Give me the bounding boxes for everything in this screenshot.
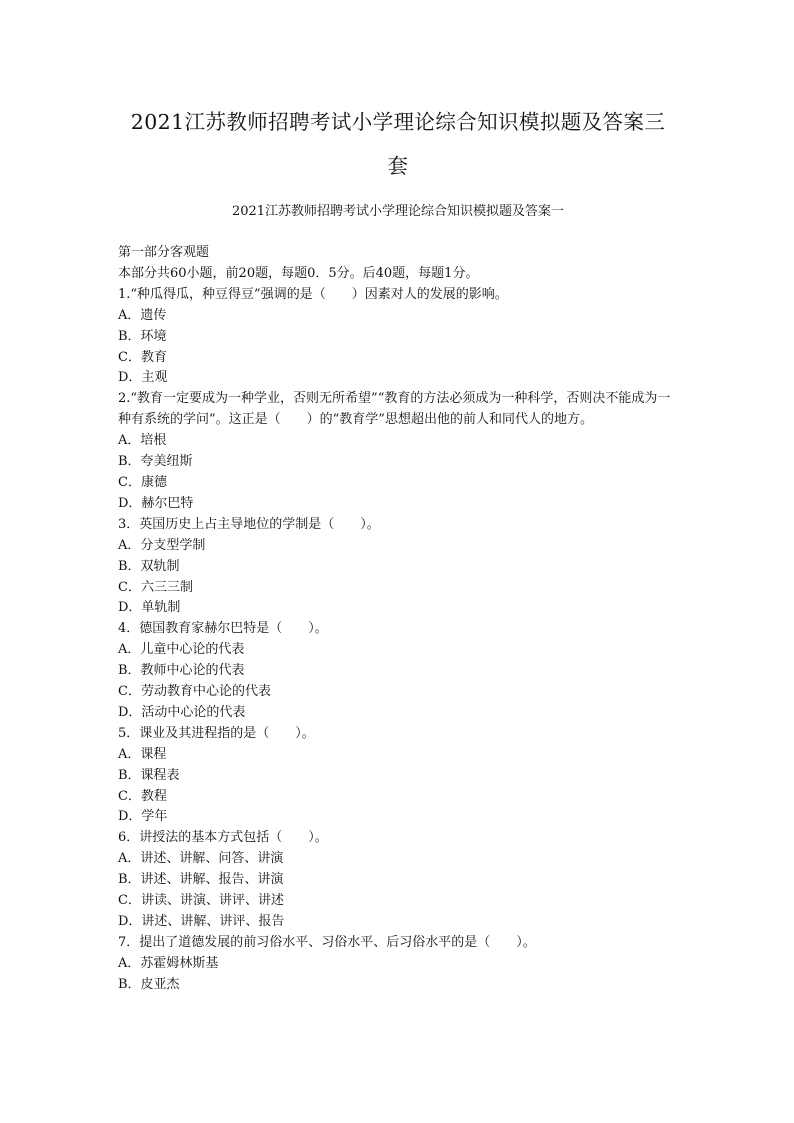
question-option: D．赫尔巴特	[118, 495, 194, 511]
question-option: C．康德	[118, 474, 167, 490]
document-title	[118, 100, 678, 188]
question-stem: 1.“种瓜得瓜，种豆得豆”强调的是（ ）因素对人的发展的影响。	[118, 286, 508, 302]
question-option: A．课程	[118, 746, 167, 762]
question-option: C．讲读、讲演、讲评、讲述	[118, 893, 284, 909]
question-option: B．夸美纽斯	[118, 454, 193, 470]
title-line-2: 套	[387, 154, 409, 178]
question-stem: 2.“教育一定要成为一种学业，否则无所希望”“教育的方法必须成为一种科学，否则决不能成为一种有系统的学问”。这正是（ ）的“教育学”思想超出他的前人和同代人的地方。	[118, 391, 671, 428]
question-option: A．培根	[118, 433, 167, 449]
question-option: A．分支型学制	[118, 537, 206, 553]
question-option: A．苏霍姆林斯基	[118, 955, 219, 971]
question-stem: 7．提出了道德发展的前习俗水平、习俗水平、后习俗水平的是（ ）。	[118, 934, 536, 950]
question-stem: 4．德国教育家赫尔巴特是（ ）。	[118, 621, 328, 637]
question-option: B．双轨制	[118, 558, 180, 574]
section-instruction: 本部分共60小题，前20题，每题0．5分。后40题，每题1分。	[118, 265, 479, 281]
question-option: D．学年	[118, 809, 168, 825]
question-option: D．单轨制	[118, 600, 181, 616]
title-line-1: 2021江苏教师招聘考试小学理论综合知识模拟题及答案三	[130, 110, 666, 134]
question-option: B．课程表	[118, 767, 180, 783]
question-option: B．教师中心论的代表	[118, 663, 245, 679]
question-option: D．讲述、讲解、讲评、报告	[118, 914, 285, 929]
question-option: C．劳动教育中心论的代表	[118, 684, 271, 700]
question-option: A．讲述、讲解、问答、讲演	[118, 851, 284, 867]
question-option: C．六三三制	[118, 579, 193, 595]
question-option: C．教育	[118, 349, 167, 365]
question-option: B．环境	[118, 328, 167, 344]
document-subtitle: 2021江苏教师招聘考试小学理论综合知识模拟题及答案一	[231, 204, 565, 219]
question-stem: 3．英国历史上占主导地位的学制是（ ）。	[118, 516, 380, 532]
question-option: C．教程	[118, 788, 167, 804]
question-option: B．讲述、讲解、报告、讲演	[118, 872, 284, 888]
question-option: D．主观	[118, 370, 168, 386]
question-option: D．活动中心论的代表	[118, 704, 246, 720]
document-body	[118, 243, 678, 996]
question-option: B．皮亚杰	[118, 976, 180, 992]
question-option: A．遗传	[118, 307, 167, 323]
section-heading: 第一部分客观题	[118, 245, 210, 260]
question-option: A．儿童中心论的代表	[118, 642, 245, 658]
question-stem: 6．讲授法的基本方式包括（ ）。	[118, 830, 328, 846]
question-stem: 5．课业及其进程指的是（ ）。	[118, 725, 315, 741]
